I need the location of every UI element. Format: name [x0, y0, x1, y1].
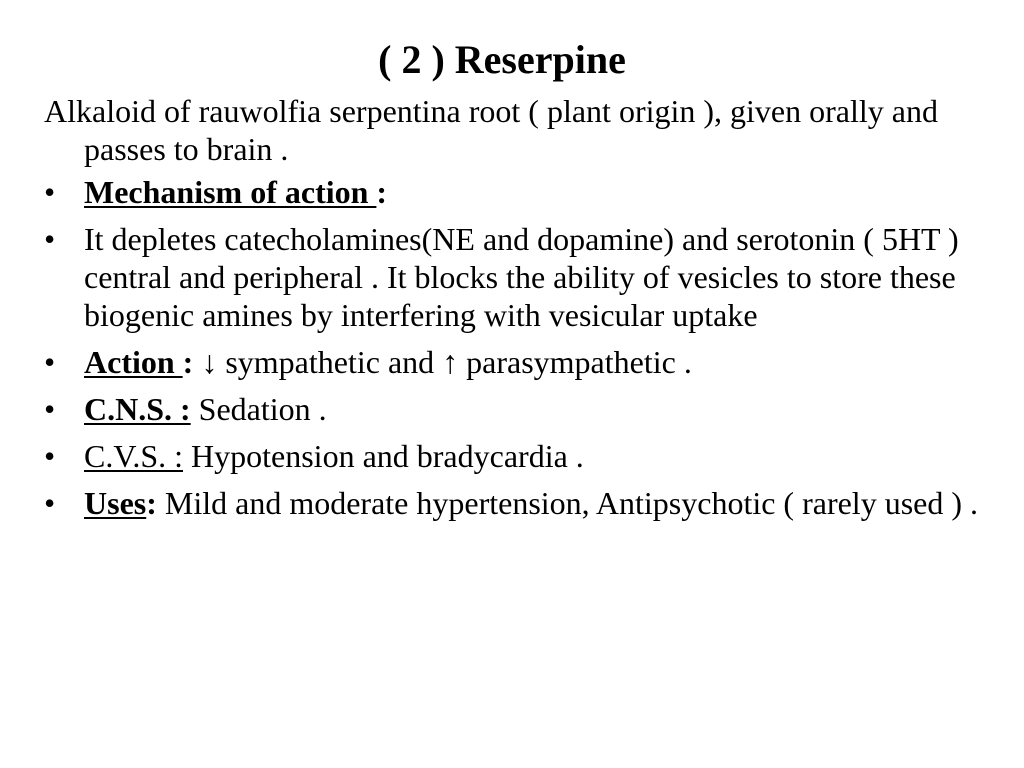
action-text: ↓ sympathetic and ↑ parasympathetic . — [193, 344, 692, 380]
list-item-mechanism — [44, 173, 1004, 211]
uses-heading: Uses — [84, 485, 147, 521]
slide-body — [44, 92, 1004, 531]
bullet-icon: • — [44, 174, 56, 210]
list-item-uses — [44, 484, 1004, 522]
cvs-heading: C.V.S. : — [84, 438, 184, 474]
cns-text: Sedation . — [190, 391, 327, 427]
mechanism-colon: : — [376, 174, 388, 210]
list-item-action — [44, 343, 1004, 381]
cvs-text: Hypotension and bradycardia . — [183, 438, 584, 474]
intro-paragraph: Alkaloid of rauwolfia serpentina root ( plant origin ), given orally and passes to brain . — [44, 93, 938, 167]
cns-heading: C.N.S. : — [84, 391, 191, 427]
action-colon: : — [182, 344, 194, 380]
uses-text: Mild and moderate hypertension, Antipsychotic ( rarely used ) . — [156, 485, 978, 521]
bullet-icon: • — [44, 391, 56, 427]
list-item-cvs — [44, 437, 1004, 475]
bullet-icon: • — [44, 438, 56, 474]
uses-colon: : — [146, 485, 157, 521]
bullet-list — [44, 173, 1004, 522]
bullet-icon: • — [44, 485, 56, 521]
bullet-icon: • — [44, 344, 56, 380]
list-item-cns — [44, 390, 1004, 428]
action-heading: Action — [84, 344, 183, 380]
list-item-depletion — [44, 220, 1004, 334]
mechanism-heading: Mechanism of action — [84, 174, 377, 210]
slide-title: ( 2 ) Reserpine — [378, 37, 626, 82]
depletion-text: It depletes catecholamines(NE and dopamine) and serotonin ( 5HT ) central and peripheral . It blocks the ability of vesicles to store these biogenic amines by interfering with vesicular uptake — [84, 221, 959, 333]
bullet-icon: • — [44, 221, 56, 257]
